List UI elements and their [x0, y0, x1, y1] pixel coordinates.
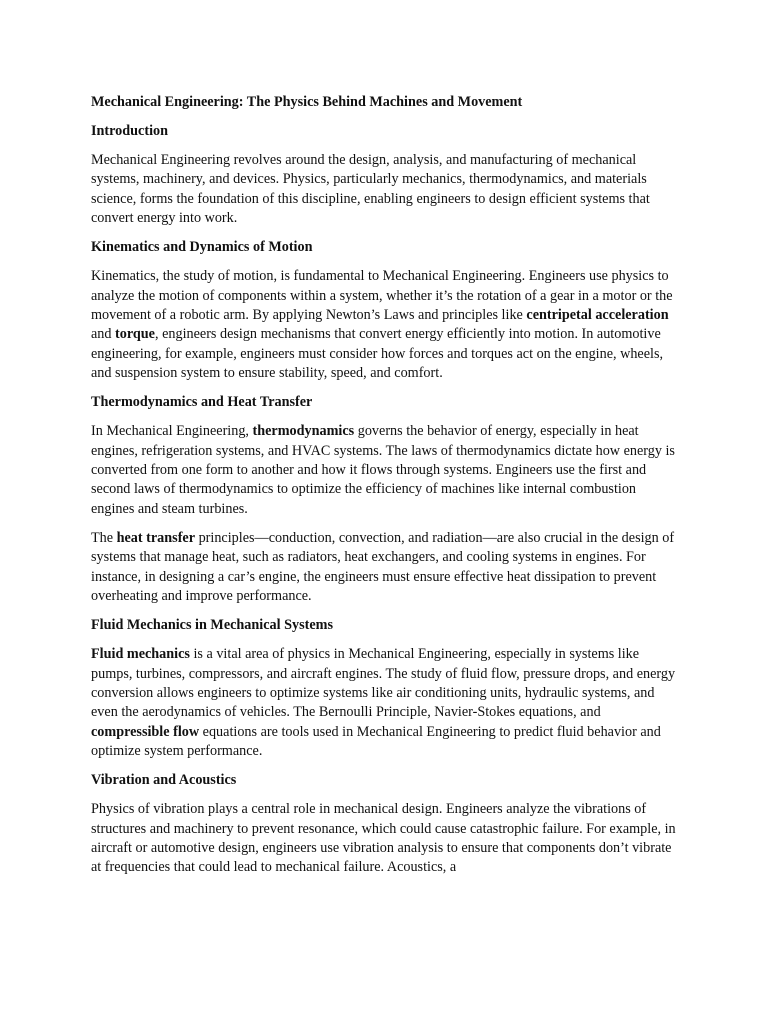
bold-term-fluid-mechanics: Fluid mechanics — [91, 646, 190, 663]
bold-term-torque: torque — [115, 326, 155, 343]
text-run: and — [91, 326, 116, 343]
paragraph-heat-transfer — [91, 529, 677, 607]
section-heading-introduction: Introduction — [91, 123, 168, 139]
bold-term-compressible-flow: compressible flow — [91, 723, 200, 740]
text-run: governs the behavior of energy, especially in heat engines, refrigeration systems, and HVAC systems. The laws of thermodynamics dictate how energy is converted from one form to another and how it flows through systems. Engineers use the first and second laws of thermodynamics to optimize the efficiency of machines like internal combustion engines and steam turbines. — [91, 423, 675, 517]
paragraph-kinematics — [91, 267, 677, 383]
paragraph-fluids — [91, 645, 677, 761]
section-heading-kinematics: Kinematics and Dynamics of Motion — [91, 239, 313, 256]
text-run: equations are tools used in Mechanical Engineering to predict fluid behavior and optimize system performance. — [91, 723, 661, 760]
text-run: principles—conduction, convection, and radiation—are also crucial in the design of systems that manage heat, such as radiators, heat exchangers, and cooling systems in engines. For instance, in designing a car’s engine, the engineers must ensure effective heat dissipation to prevent overheating and improve performance. — [91, 529, 675, 605]
section-heading-fluids: Fluid Mechanics in Mechanical Systems — [91, 617, 333, 634]
text-run: The — [91, 529, 117, 546]
bold-term-centripetal-acceleration: centripetal acceleration — [526, 307, 669, 324]
section-heading-thermodynamics: Thermodynamics and Heat Transfer — [91, 394, 313, 411]
text-run: is a vital area of physics in Mechanical Engineering, especially in systems like pumps, turbines, compressors, and aircraft engines. The study of fluid flow, pressure drops, and energy conversion allows engineers to optimize systems like air conditioning units, hydraulic systems, and even the aerodynamics of vehicles. The Bernoulli Principle, Navier-Stokes equations, and — [91, 646, 676, 721]
text-run: Kinematics, the study of motion, is fundamental to Mechanical Engineering. Engineers use physics to analyze the motion of components within a system, whether it’s the rotation of a gear in a motor or the movement of a robotic arm. By applying Newton’s Laws and principles like — [91, 268, 673, 324]
bold-term-thermodynamics: thermodynamics — [252, 423, 355, 440]
text-run: In Mechanical Engineering, — [91, 423, 253, 440]
paragraph-introduction: Mechanical Engineering revolves around the design, analysis, and manufacturing of mechanical systems, machinery, and devices. Physics, particularly mechanics, thermodynamics, and materials science, forms the foundation of this discipline, enabling engineers to design efficient systems that convert energy into work. — [91, 152, 650, 227]
text-run: , engineers design mechanisms that convert energy efficiently into motion. In automotive engineering, for example, engineers must consider how forces and torques act on the engine, wheels, and suspension system to ensure stability, speed, and comfort. — [91, 326, 664, 382]
document-title: Mechanical Engineering: The Physics Behind Machines and Movement — [91, 94, 523, 110]
paragraph-vibration: Physics of vibration plays a central role in mechanical design. Engineers analyze the vibrations of structures and machinery to prevent resonance, which could cause catastrophic failure. For example, in aircraft or automotive design, engineers use vibration analysis to ensure that components don’t vibrate at frequencies that could lead to mechanical failure. Acoustics, a — [91, 801, 676, 876]
bold-term-heat-transfer: heat transfer — [116, 529, 196, 546]
section-heading-vibration: Vibration and Acoustics — [91, 772, 237, 789]
paragraph-thermodynamics — [91, 422, 677, 519]
document-page — [91, 93, 677, 887]
